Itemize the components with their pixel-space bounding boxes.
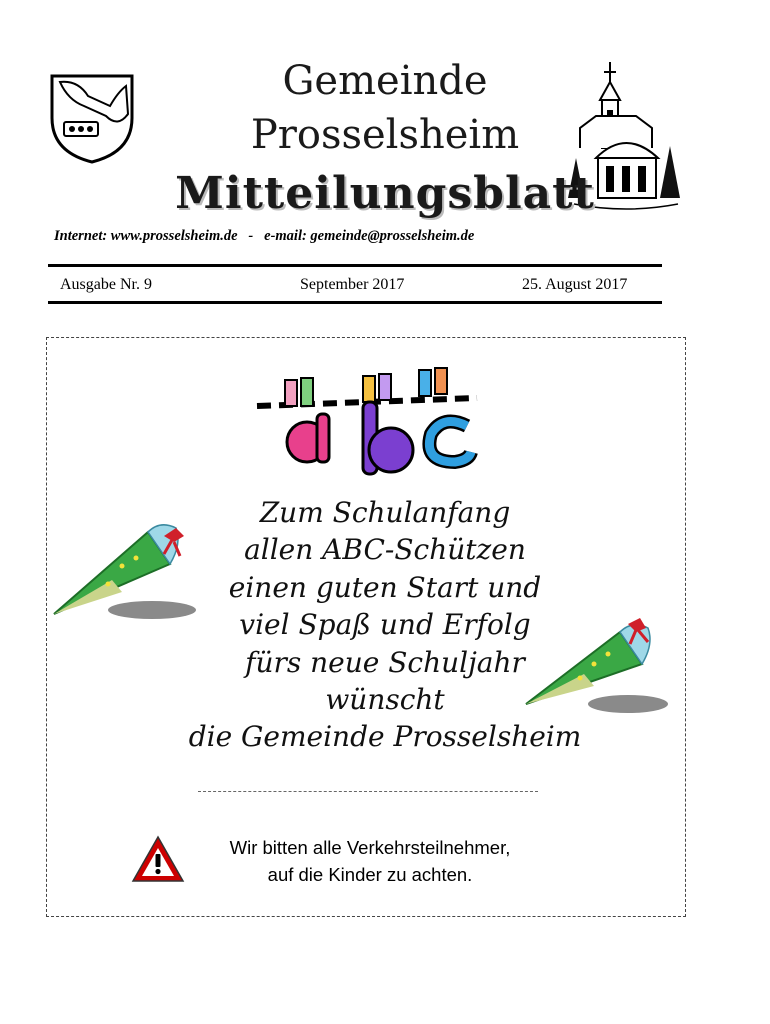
greeting-line-3: einen guten Start und xyxy=(228,571,542,604)
title-prosselsheim: Prosselsheim xyxy=(250,112,520,158)
greeting-line-2: allen ABC-Schützen xyxy=(244,533,526,566)
greeting-line-7: die Gemeinde Prosselsheim xyxy=(188,720,582,753)
contact-line: Internet: www.prosselsheim.de - e-mail: gemeinde@prosselsheim.de xyxy=(54,228,475,244)
abc-letters-icon xyxy=(255,362,480,482)
issue-number: Ausgabe Nr. 9 xyxy=(60,276,152,293)
greeting-line-5: fürs neue Schuljahr xyxy=(245,646,525,679)
bottom-rule xyxy=(48,301,662,304)
school-cone-icon xyxy=(52,514,200,622)
title-gemeinde: Gemeinde xyxy=(282,58,488,104)
top-rule xyxy=(48,264,662,267)
greeting-line-4: viel Spaß und Erfolg xyxy=(239,608,531,641)
title-mitteilungsblatt: Mitteilungsblatt xyxy=(175,168,595,219)
dashed-separator xyxy=(198,791,538,792)
issue-date: 25. August 2017 xyxy=(522,276,628,293)
warning-triangle-icon xyxy=(130,834,186,884)
notice-line-2: auf die Kinder zu achten. xyxy=(267,864,473,885)
greeting-line-1: Zum Schulanfang xyxy=(259,496,511,529)
greeting-line-6: wünscht xyxy=(325,683,445,716)
issue-month: September 2017 xyxy=(300,276,405,293)
notice-line-1: Wir bitten alle Verkehrsteilnehmer, xyxy=(229,837,511,858)
